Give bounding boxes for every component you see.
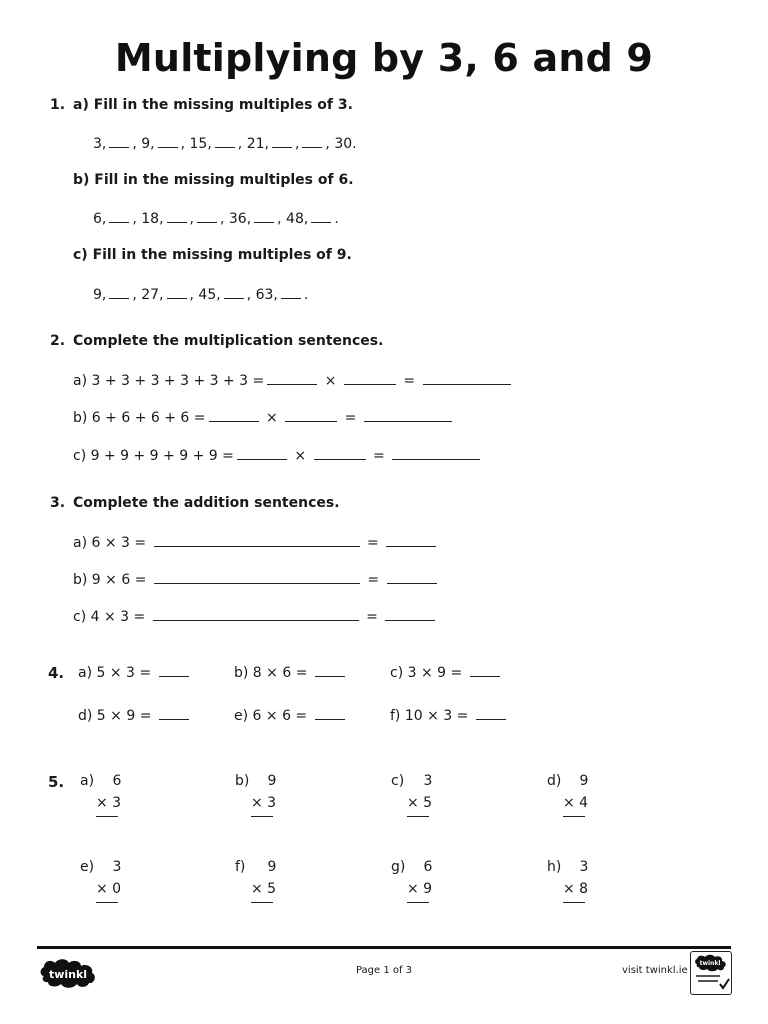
answer-blank[interactable] — [154, 533, 360, 547]
question-4c: c) 3 × 9 = — [390, 663, 503, 681]
answer-blank[interactable] — [224, 285, 244, 299]
question-3c: c) 4 × 3 = = — [73, 607, 438, 625]
answer-blank[interactable] — [215, 134, 235, 148]
question-1a-label: a) Fill in the missing multiples of 3. — [73, 97, 353, 113]
question-4f: f) 10 × 3 = — [390, 706, 509, 724]
answer-line[interactable] — [96, 902, 118, 903]
answer-blank[interactable] — [315, 663, 345, 677]
answer-line[interactable] — [563, 902, 585, 903]
page-title: Multiplying by 3, 6 and 9 — [114, 36, 654, 80]
answer-blank[interactable] — [159, 663, 189, 677]
answer-blank[interactable] — [344, 371, 396, 385]
question-1c-label: c) Fill in the missing multiples of 9. — [73, 247, 352, 263]
question-1b-sequence: 6, , 18, , , 36, , 48, . — [93, 211, 339, 227]
answer-line[interactable] — [407, 816, 429, 817]
answer-blank[interactable] — [476, 706, 506, 720]
quality-standard-badge — [690, 951, 732, 995]
visit-link[interactable]: visit twinkl.ie — [622, 965, 688, 976]
answer-blank[interactable] — [254, 209, 274, 223]
answer-blank[interactable] — [167, 209, 187, 223]
question-4e: e) 6 × 6 = — [234, 706, 348, 724]
answer-blank[interactable] — [109, 285, 129, 299]
answer-blank[interactable] — [159, 706, 189, 720]
answer-blank[interactable] — [281, 285, 301, 299]
question-5-number: 5. — [48, 773, 65, 791]
answer-blank[interactable] — [237, 446, 287, 460]
question-4-number: 4. — [48, 664, 65, 682]
question-2a: a) 3 + 3 + 3 + 3 + 3 + 3 = × = — [73, 371, 514, 389]
answer-line[interactable] — [251, 902, 273, 903]
answer-blank[interactable] — [285, 408, 337, 422]
question-3a: a) 6 × 3 = = — [73, 533, 439, 551]
page-number: Page 1 of 3 — [355, 965, 413, 976]
answer-blank[interactable] — [154, 570, 360, 584]
question-1-number: 1. — [50, 97, 66, 113]
answer-line[interactable] — [251, 816, 273, 817]
question-2b: b) 6 + 6 + 6 + 6 = × = — [73, 408, 455, 426]
answer-blank[interactable] — [302, 134, 322, 148]
answer-blank[interactable] — [109, 209, 129, 223]
badge-icon — [691, 952, 731, 993]
question-2-label: Complete the multiplication sentences. — [73, 333, 384, 349]
question-2-number: 2. — [50, 333, 66, 349]
answer-line[interactable] — [563, 816, 585, 817]
answer-blank[interactable] — [470, 663, 500, 677]
answer-blank[interactable] — [386, 533, 436, 547]
svg-text:twinkl: twinkl — [699, 960, 721, 967]
answer-blank[interactable] — [385, 607, 435, 621]
answer-blank[interactable] — [364, 408, 452, 422]
svg-text:twinkl: twinkl — [48, 968, 88, 981]
answer-line[interactable] — [96, 816, 118, 817]
answer-blank[interactable] — [267, 371, 317, 385]
answer-blank[interactable] — [392, 446, 480, 460]
question-1b-label: b) Fill in the missing multiples of 6. — [73, 172, 354, 188]
question-4a: a) 5 × 3 = — [78, 663, 192, 681]
answer-blank[interactable] — [158, 134, 178, 148]
answer-blank[interactable] — [153, 607, 359, 621]
answer-blank[interactable] — [272, 134, 292, 148]
question-3-label: Complete the addition sentences. — [73, 495, 340, 511]
answer-blank[interactable] — [423, 371, 511, 385]
answer-line[interactable] — [407, 902, 429, 903]
answer-blank[interactable] — [167, 285, 187, 299]
answer-blank[interactable] — [197, 209, 217, 223]
footer-divider — [37, 946, 731, 949]
answer-blank[interactable] — [311, 209, 331, 223]
question-1a-sequence: 3, , 9, , 15, , 21, , , 30. — [93, 136, 357, 152]
question-3-number: 3. — [50, 495, 66, 511]
question-3b: b) 9 × 6 = = — [73, 570, 440, 588]
question-4b: b) 8 × 6 = — [234, 663, 348, 681]
question-1c-sequence: 9, , 27, , 45, , 63, . — [93, 287, 309, 303]
question-4d: d) 5 × 9 = — [78, 706, 192, 724]
answer-blank[interactable] — [314, 446, 366, 460]
answer-blank[interactable] — [387, 570, 437, 584]
answer-blank[interactable] — [315, 706, 345, 720]
answer-blank[interactable] — [109, 134, 129, 148]
question-2c: c) 9 + 9 + 9 + 9 + 9 = × = — [73, 446, 483, 464]
answer-blank[interactable] — [209, 408, 259, 422]
